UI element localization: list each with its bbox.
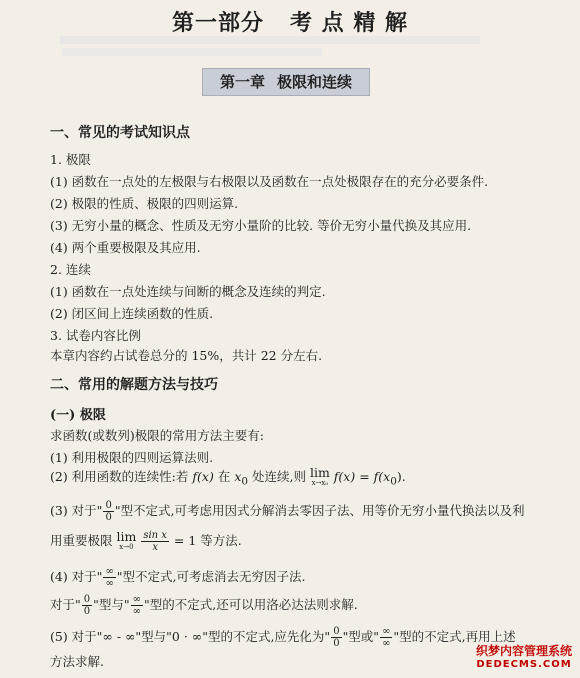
limit-symbol: lim x→x₀ [309,464,330,487]
list-item: (2) 利用函数的连续性:若 f(x) 在 $x_0$ 处连续,则 lim x→x₀ $f(x) = f(x_0)$. [50,464,406,488]
list-item-continued: 方法求解. [50,654,104,669]
part-title-right: 考 点 精 解 [290,10,408,36]
list-item: (1) 函数在一点处连续与间断的概念及连续的判定. [50,284,326,299]
chapter-title [202,68,370,96]
list-item-continued: 用重要极限 lim x→0 $\frac{\text{sin x}}{x}$ = 1 等方法. [50,528,242,553]
limit-symbol: lim x→0 [116,528,137,551]
subsection-title: 3. 试卷内容比例 [50,328,141,343]
fraction-inf-over-inf: $\frac{\infty}{\infty}$ [132,594,141,617]
list-item: (2) 闭区间上连续函数的性质. [50,306,214,321]
list-item: (1) 函数在一点处的左极限与右极限以及函数在一点处极限存在的充分必要条件. [50,174,489,189]
chapter-name: 极限和连续 [277,73,353,91]
chapter-number: 第一章 [219,73,265,91]
bleed-through [62,48,322,56]
subsection-title: (一) 极限 [50,408,106,423]
fraction-inf-over-inf: $\frac{\infty}{\infty}$ [105,566,114,589]
paragraph: 本章内容约占试卷总分的 15%，共计 22 分左右. [50,348,323,363]
section-heading: 二、常用的解题方法与技巧 [50,377,218,393]
fraction-zero-over-zero: $\frac{0}{0}$ [105,500,112,523]
part-title [0,6,580,37]
paragraph: 求函数(或数列)极限的常用方法主要有: [50,428,264,443]
list-item: (4) 两个重要极限及其应用. [50,240,201,255]
list-item: (5) 对于"∞ - ∞"型与"0 · ∞"型的不定式,应先化为" $\frac{0}{0}$ "型或" $\frac{\infty}{\infty}$ "型的不定式,再用上述 [50,626,516,649]
list-item: (3) 无穷小量的概念、性质及无穷小量阶的比较. 等价无穷小量代换及其应用. [50,218,472,233]
list-item: (2) 极限的性质、极限的四则运算. [50,196,239,211]
fraction-zero-over-zero: $\frac{0}{0}$ [333,626,340,649]
section-heading: 一、常见的考试知识点 [50,125,190,141]
subsection-title: 2. 连续 [50,262,91,277]
list-item: (3) 对于" $\frac{0}{0}$ "型不定式,可考虑用因式分解消去零因子法、用等价无穷小量代换法以及利 [50,500,525,523]
part-title-left: 第一部分 [172,10,265,36]
fraction-zero-over-zero: $\frac{0}{0}$ [83,594,91,617]
bleed-through [60,36,480,44]
list-item: (4) 对于" $\frac{\infty}{\infty}$ "型不定式,可考虑消去无穷因子法. [50,566,306,589]
list-item: (1) 利用极限的四则运算法则. [50,450,214,465]
watermark-logo: 织梦内容管理系统 DEDECMS.COM [475,644,572,670]
fraction-sinx-over-x: $\frac{\text{sin x}}{x}$ [143,530,167,553]
list-item-continued: 对于" $\frac{0}{0}$ "型与" $\frac{\infty}{\infty}$ "型的不定式,还可以用洛必达法则求解. [50,594,358,617]
fraction-inf-over-inf: $\frac{\infty}{\infty}$ [382,626,391,649]
subsection-title: 1. 极限 [50,152,91,167]
